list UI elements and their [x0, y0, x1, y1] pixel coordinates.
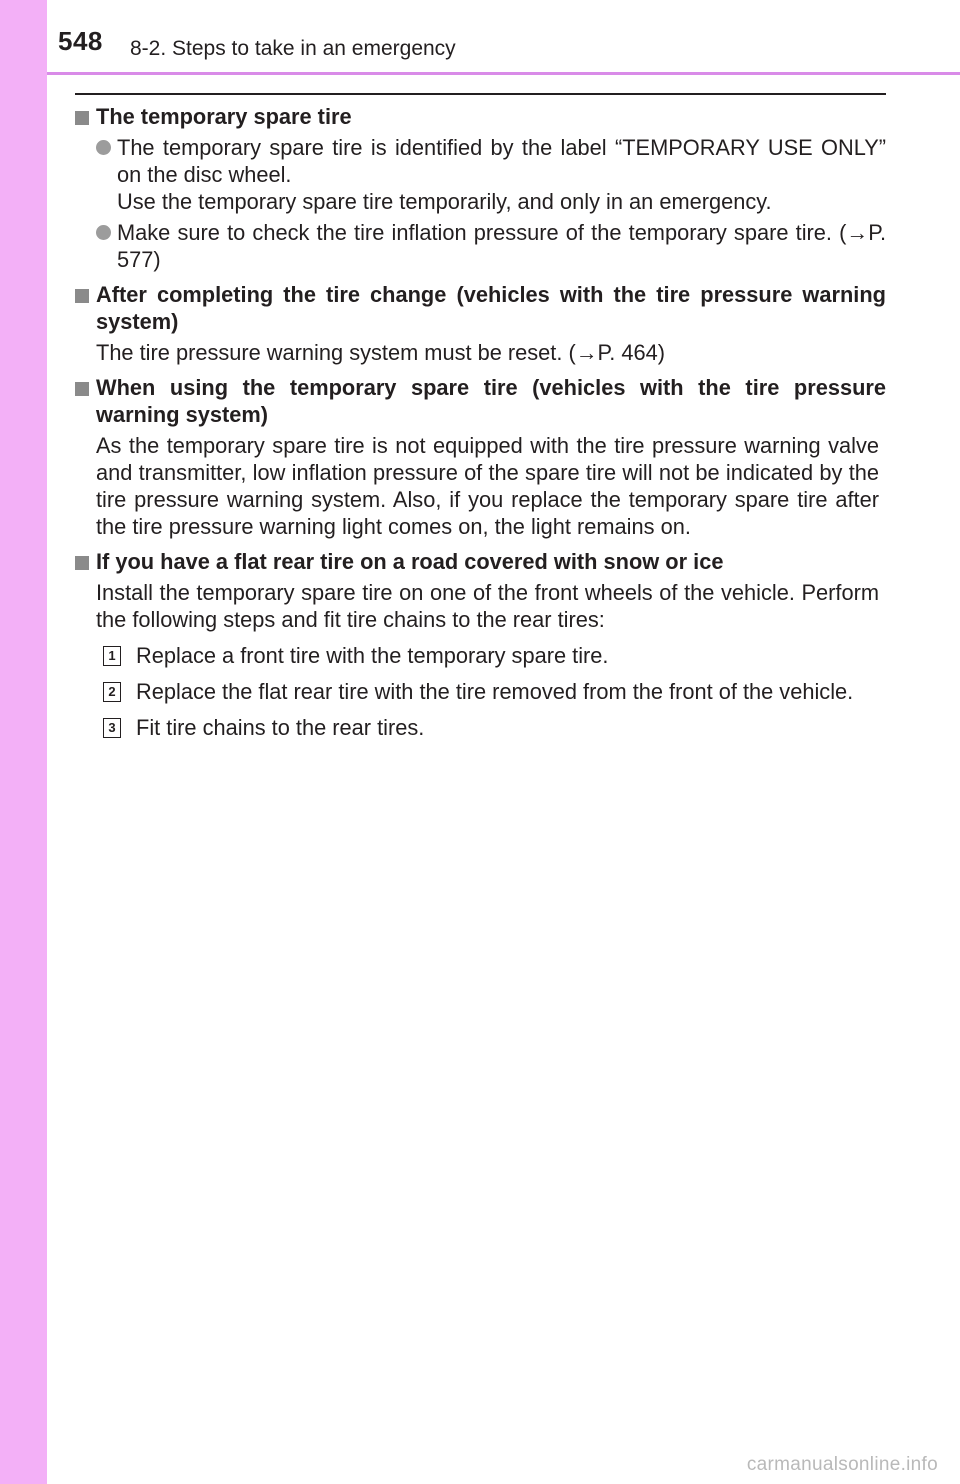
bullet-text: Use the temporary spare tire temporarily, and only in an emergency.: [117, 189, 772, 214]
section-title: 8-2. Steps to take in an emergency: [130, 37, 456, 60]
section-temporary-spare-tire: [75, 103, 886, 273]
step-text: Replace a front tire with the temporary spare tire.: [136, 643, 609, 668]
section-heading: [75, 548, 886, 575]
bullet-item: [96, 134, 886, 215]
section-heading-text: If you have a flat rear tire on a road covered with snow or ice: [96, 549, 724, 574]
square-bullet-icon: [75, 111, 89, 125]
site-watermark: carmanualsonline.info: [746, 1454, 938, 1475]
section-body-text: As the temporary spare tire is not equipped with the tire pressure warning valve and transmitter, low inflation pressure of the spare tire will not be indicated by the tire pressure warning system. Also, if you replace the temporary spare tire after the tire pressure warning light comes on, the light remains on.: [96, 433, 879, 539]
bullet-text: Make sure to check the tire inflation pressure of the temporary spare tire. (→P. 577): [117, 220, 886, 272]
step-number-box: 1: [103, 646, 121, 666]
step-number-box: 2: [103, 682, 121, 702]
circle-bullet-icon: [96, 140, 111, 155]
step-text: Replace the flat rear tire with the tire removed from the front of the vehicle.: [136, 679, 854, 704]
section-using-temporary-spare: [75, 374, 886, 540]
step-number-box: 3: [103, 718, 121, 738]
section-heading-text: After completing the tire change (vehicles with the tire pressure warning system): [96, 282, 886, 334]
circle-bullet-icon: [96, 225, 111, 240]
section-body-text: The tire pressure warning system must be reset. (→P. 464): [96, 340, 665, 365]
square-bullet-icon: [75, 382, 89, 396]
section-after-tire-change: [75, 281, 886, 366]
page-number: 548: [58, 26, 103, 56]
content-divider: [75, 93, 886, 95]
square-bullet-icon: [75, 289, 89, 303]
step-item: [108, 714, 879, 741]
step-item: [108, 678, 879, 705]
section-flat-rear-tire-snow: [75, 548, 886, 741]
bullet-item: [96, 219, 886, 273]
manual-content: [75, 103, 886, 741]
header-divider: [47, 72, 960, 75]
section-heading: [75, 103, 886, 130]
section-heading-text: When using the temporary spare tire (vehicles with the tire pressure warning system): [96, 375, 886, 427]
step-item: [108, 642, 879, 669]
section-heading: [75, 374, 886, 428]
bullet-text: The temporary spare tire is identified by the label “TEMPORARY USE ONLY” on the disc wheel.: [117, 135, 886, 187]
square-bullet-icon: [75, 556, 89, 570]
chapter-side-band: [0, 0, 47, 1484]
section-heading-text: The temporary spare tire: [96, 104, 352, 129]
section-heading: [75, 281, 886, 335]
step-text: Fit tire chains to the rear tires.: [136, 715, 425, 740]
section-body-text: Install the temporary spare tire on one of the front wheels of the vehicle. Perform the following steps and fit tire chains to the rear tires:: [96, 580, 879, 632]
